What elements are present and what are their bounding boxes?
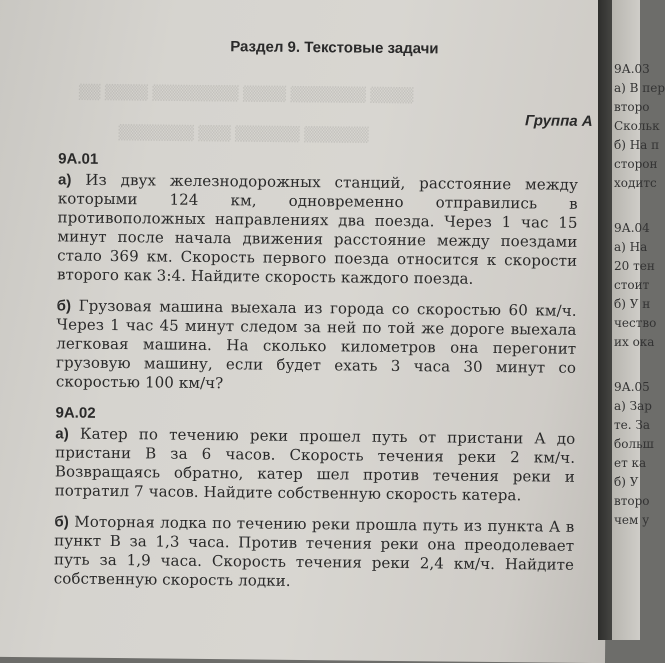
fragment: сторон — [614, 157, 658, 171]
task-item — [55, 424, 576, 505]
task-item — [54, 512, 575, 593]
adjacent-page-edge — [612, 0, 665, 640]
fragment: 9А.04 — [614, 221, 650, 235]
fragment: 20 тен — [614, 259, 655, 273]
item-text: Из двух железнодорожных станций, расстояние между которыми 124 км, одновременно отправились в противоположных направлениях два поезда. Через 1 час 15 минут после начала движения расстояние между поездами стало 369 км. Скорость первого поезда относится к скорости второго как 3:4. Найдите скорость каждого поезда. — [56, 170, 579, 288]
item-label: а) — [55, 425, 69, 443]
page-content — [53, 35, 593, 605]
fragment: второ — [614, 100, 650, 114]
fragment: чем у — [614, 513, 650, 527]
fragment: чество — [614, 316, 657, 330]
item-label: б) — [54, 513, 69, 531]
fragment: б) У н — [614, 297, 651, 311]
item-text: Моторная лодка по течению реки прошла путь из пункта А в пункт В за 1,3 часа. Против течения реки она преодолевает путь за 1,9 часа. Скорость течения реки 2,4 км/ч. Найдите собственную скорость лодки. — [53, 512, 575, 590]
fragment: 9А.05 — [614, 380, 650, 394]
bleed-through-text: ▒▒▒▒ ▒▒▒▒▒▒▒ ▒▒▒▒ ▒▒▒▒▒▒▒▒ ▒▒▒▒ ▒▒ — [78, 84, 414, 105]
fragment: Скольк — [614, 119, 660, 133]
fragment: их ока — [614, 335, 655, 349]
task-number: 9А.01 — [58, 150, 99, 168]
fragment: ходитс — [614, 176, 657, 190]
item-label: б) — [56, 297, 72, 315]
task-item — [56, 296, 577, 396]
item-text: Катер по течению реки прошел путь от пристани А до пристани В за 6 часов. Скорость течения реки 2 км/ч. Возвращаясь обратно, катер шел против течения реки и потратил 7 часов. Найдите собственную скорость катера. — [54, 424, 576, 505]
group-label: Группа А — [524, 112, 593, 131]
task-item — [57, 170, 578, 289]
section-title: Раздел 9. Текстовые задачи — [230, 38, 439, 58]
item-text: Грузовая машина выехала из города со скоростью 60 км/ч. Через 1 час 45 минут следом за ней по той же дороге выехала легковая машина. На сколько километров она перегонит грузовую машину, если будет ехать 3 часа 30 минут со скоростью 100 км/ч? — [55, 296, 577, 393]
fragment: стоит — [614, 278, 650, 292]
task — [54, 403, 576, 593]
fragment: ет ка — [614, 456, 647, 470]
fragment: а) На — [614, 240, 648, 254]
task-number: 9А.02 — [55, 404, 96, 422]
bleed-through-text: ▒▒▒▒▒▒ ▒▒▒▒▒▒ ▒▒▒ ▒▒▒▒▒▒▒ — [118, 125, 369, 144]
fragment: б) У — [614, 475, 639, 489]
item-label: а) — [57, 171, 72, 189]
task — [56, 149, 579, 396]
fragment: больш — [614, 437, 654, 451]
fragment: б) На п — [614, 138, 660, 152]
fragment: второ — [614, 494, 650, 508]
fragment: 9А.03 — [614, 62, 650, 76]
fragment: те. За — [614, 418, 650, 432]
fragment: а) В пер — [614, 81, 665, 95]
fragment: а) Зар — [614, 399, 652, 413]
